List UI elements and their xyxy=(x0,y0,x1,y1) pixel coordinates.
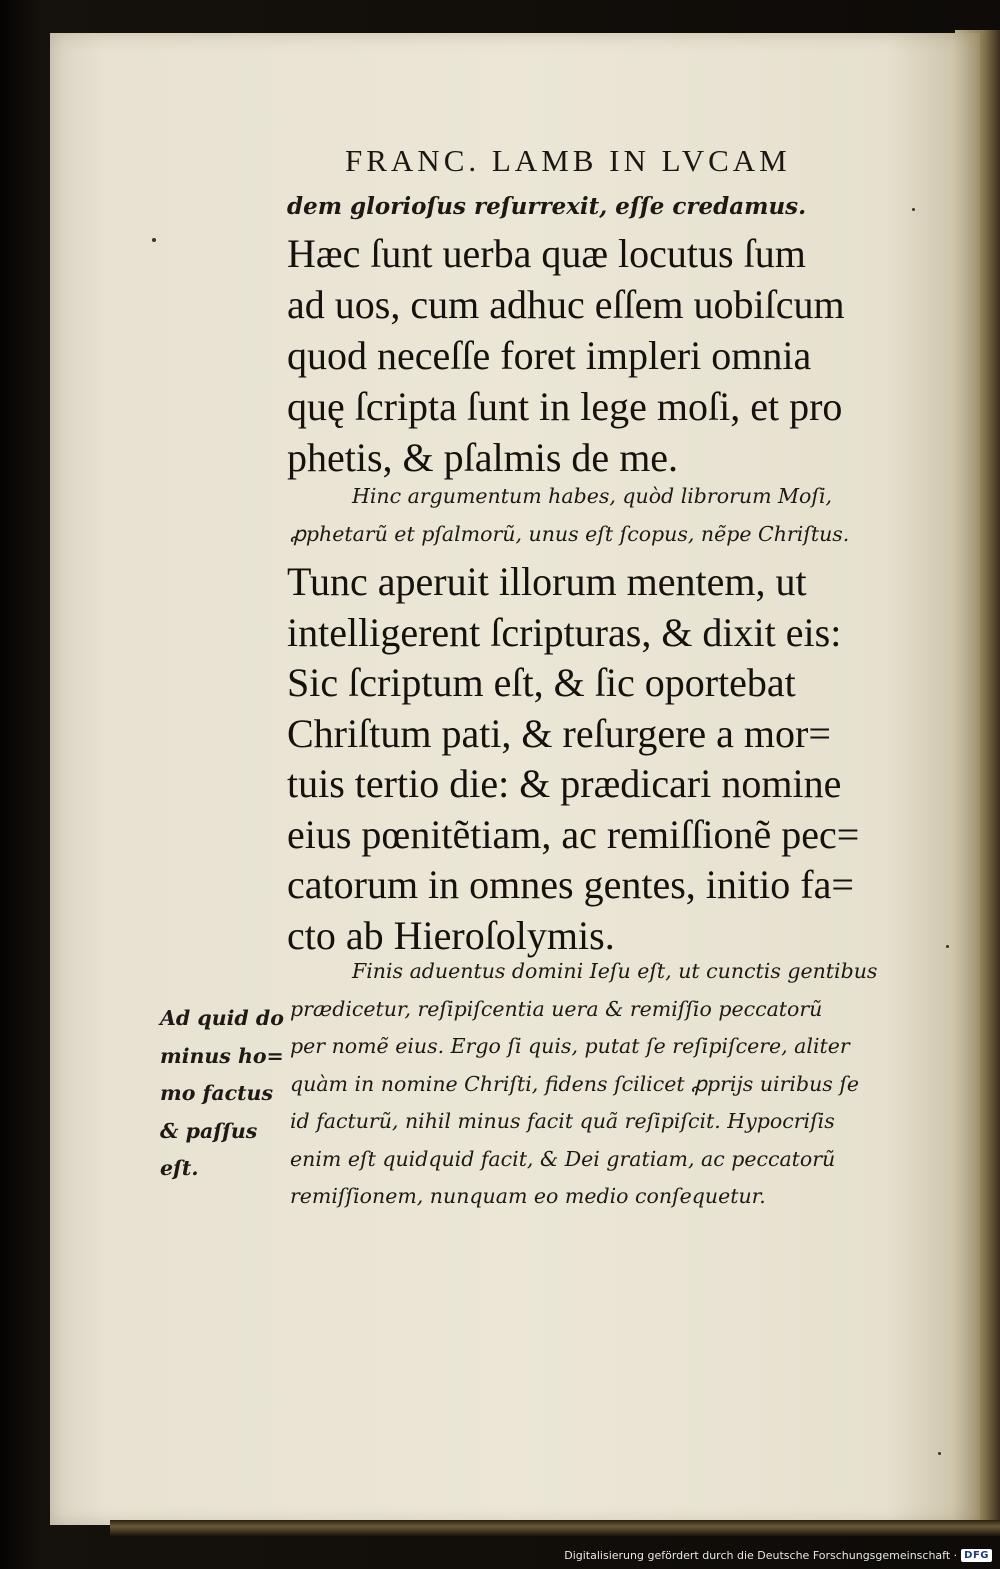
marginal-note-line: eſt. xyxy=(160,1156,199,1180)
passage-line: tuis tertio die: & prædicari nomine xyxy=(287,761,842,806)
passage-line: ad uos, cum adhuc eſſem uobiſcum xyxy=(287,282,845,327)
commentary-line: id facturũ, nihil minus facit quã reſipiſcit. Hypocriſis xyxy=(290,1109,835,1133)
passage-line: intelligerent ſcripturas, & dixit eis: xyxy=(287,609,842,655)
ink-speck xyxy=(938,1452,941,1455)
commentary-line: remiſſionem, nunquam eo medio conſequetur. xyxy=(290,1184,766,1208)
commentary-line: per nomẽ eius. Ergo ſi quis, putat ſe reſipiſcere, aliter xyxy=(290,1034,850,1058)
dfg-logo: DFG xyxy=(961,1549,992,1562)
funding-notice: Digitalisierung gefördert durch die Deutsche Forschungsgemeinschaft · xyxy=(564,1548,958,1562)
commentary-2 xyxy=(290,953,920,1216)
scripture-passage-2 xyxy=(287,557,917,961)
marginal-note-line: mo factus xyxy=(160,1081,274,1105)
continued-commentary-line: dem glorioſus reſurrexit, eſſe credamus. xyxy=(287,193,807,220)
passage-line: cto ab Hieroſolymis. xyxy=(287,912,615,958)
commentary-line: ꝓphetarũ et pſalmorũ, unus eſt ſcopus, nẽpe Chriſtus. xyxy=(290,521,850,546)
ink-speck xyxy=(912,208,915,211)
digitization-footer xyxy=(564,1545,992,1565)
passage-line: quę ſcripta ſunt in lege moſi, et pro xyxy=(287,384,843,429)
passage-line: eius pœnitẽtiam, ac remiſſionẽ pec= xyxy=(287,811,860,857)
passage-line: quod neceſſe foret impleri omnia xyxy=(287,333,812,378)
commentary-line: Finis aduentus domini Ieſu eſt, ut cunctis gentibus xyxy=(352,959,878,983)
passage-line: Hæc ſunt uerba quæ locutus ſum xyxy=(287,231,806,276)
marginal-note-line: minus ho= xyxy=(160,1043,284,1068)
passage-line: catorum in omnes gentes, initio fa= xyxy=(287,862,854,907)
marginal-note xyxy=(160,1000,286,1188)
commentary-line: Hinc argumentum habes, quòd librorum Moſi, xyxy=(352,484,833,508)
marginal-note-line: Ad quid do xyxy=(160,1006,284,1030)
passage-line: Sic ſcriptum eſt, & ſic oportebat xyxy=(287,660,796,705)
scripture-passage-1 xyxy=(287,228,917,483)
marginal-note-line: & paſſus xyxy=(160,1118,258,1143)
ink-speck xyxy=(152,238,156,242)
page-edge-bottom xyxy=(110,1520,1000,1536)
running-title: FRANC. LAMB IN LVCAM xyxy=(345,143,791,178)
passage-line: phetis, & pſalmis de me. xyxy=(287,435,679,480)
passage-line: Chriſtum pati, & reſurgere a mor= xyxy=(287,710,831,756)
commentary-line: enim eſt quidquid facit, & Dei gratiam, ac peccatorũ xyxy=(290,1146,836,1171)
commentary-1 xyxy=(290,478,920,553)
commentary-line: quàm in nomine Chriſti, fidens ſcilicet ꝓprijs uiribus ſe xyxy=(290,1071,860,1096)
passage-line: Tunc aperuit illorum mentem, ut xyxy=(287,559,807,604)
ink-speck xyxy=(946,945,949,948)
commentary-line: prædicetur, reſipiſcentia uera & remiſſio peccatorũ xyxy=(290,996,823,1021)
